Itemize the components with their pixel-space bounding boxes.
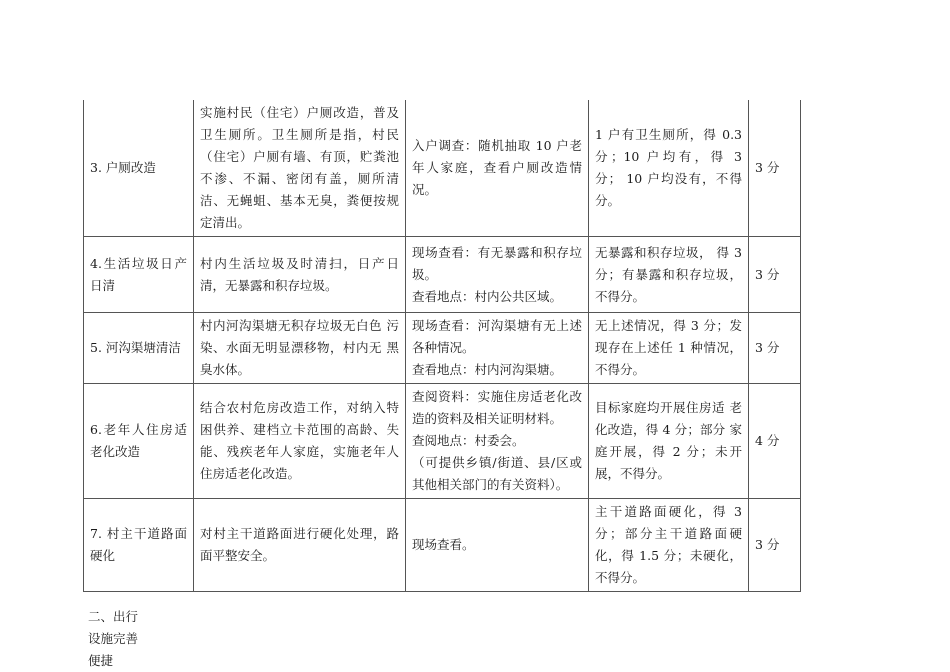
item-cell: 3. 户厕改造	[84, 100, 194, 237]
points-cell: 4 分	[749, 384, 801, 499]
item-cell: 5. 河沟渠塘清洁	[84, 313, 194, 384]
method-cell: 现场查看。	[406, 499, 589, 592]
points-cell: 3 分	[749, 499, 801, 592]
table-row	[84, 499, 801, 592]
section-heading: 二、出行	[88, 609, 139, 624]
requirement-cell: 结合农村危房改造工作，对纳入特 困供养、建档立卡范围的高龄、失 能、残疾老年人家庭，实施老年人 住房适老化改造。	[194, 384, 406, 499]
method-cell: 查阅资料：实施住房适老化改造的资料及相关证明材料。 查阅地点：村委会。 （可提供乡镇/街道、县/区或 其他相关部门的有关资料）。	[406, 384, 589, 499]
table-row	[84, 100, 801, 237]
method-cell: 现场查看：有无暴露和积存垃圾。 查看地点：村内公共区域。	[406, 237, 589, 313]
requirement-cell: 实施村民（住宅）户厕改造，普及 卫生厕所。卫生厕所是指，村民（住宅）户厕有墙、有顶，贮粪池不渗、不漏、密闭有盖，厕所清洁、无蝇蛆、基本无臭，粪便按规定清出。	[194, 100, 406, 237]
scoring-cell: 无上述情况，得 3 分；发 现存在上述任 1 种情况， 不得分。	[589, 313, 749, 384]
requirement-cell: 村内生活垃圾及时清扫，日产日 清，无暴露和积存垃圾。	[194, 237, 406, 313]
scoring-cell: 主干道路面硬化，得 3 分；部分主干道路面硬 化，得 1.5 分；未硬化， 不得分。	[589, 499, 749, 592]
scoring-cell: 目标家庭均开展住房适 老化改造，得 4 分；部分 家庭开展，得 2 分；未开 展，不得分。	[589, 384, 749, 499]
item-cell: 4.生活垃圾日产 日清	[84, 237, 194, 313]
criteria-table	[83, 100, 801, 592]
requirement-cell: 对村主干道路面进行硬化处理，路 面平整安全。	[194, 499, 406, 592]
item-cell: 6.老年人住房适 老化改造	[84, 384, 194, 499]
method-cell: 现场查看：河沟渠塘有无上述各种情况。 查看地点：村内河沟渠塘。	[406, 313, 589, 384]
requirement-cell: 村内河沟渠塘无积存垃圾无白色 污染、水面无明显漂移物，村内无 黑臭水体。	[194, 313, 406, 384]
section-heading-line2: 设施完善	[88, 631, 139, 646]
points-cell: 3 分	[749, 237, 801, 313]
item-cell: 7. 村主干道路面 硬化	[84, 499, 194, 592]
points-cell: 3 分	[749, 100, 801, 237]
points-cell: 3 分	[749, 313, 801, 384]
scoring-cell: 无暴露和积存垃圾， 得 3 分；有暴露和积存垃圾， 不得分。	[589, 237, 749, 313]
table-row	[84, 237, 801, 313]
table-row	[84, 313, 801, 384]
section-heading-line3: 便捷	[88, 653, 114, 668]
table-row	[84, 384, 801, 499]
scoring-cell: 1 户有卫生厕所，得 0.3 分；10 户均有，得 3 分； 10 户均没有，不得分。	[589, 100, 749, 237]
method-cell: 入户调查：随机抽取 10 户老 年人家庭，查看户厕改造情 况。	[406, 100, 589, 237]
